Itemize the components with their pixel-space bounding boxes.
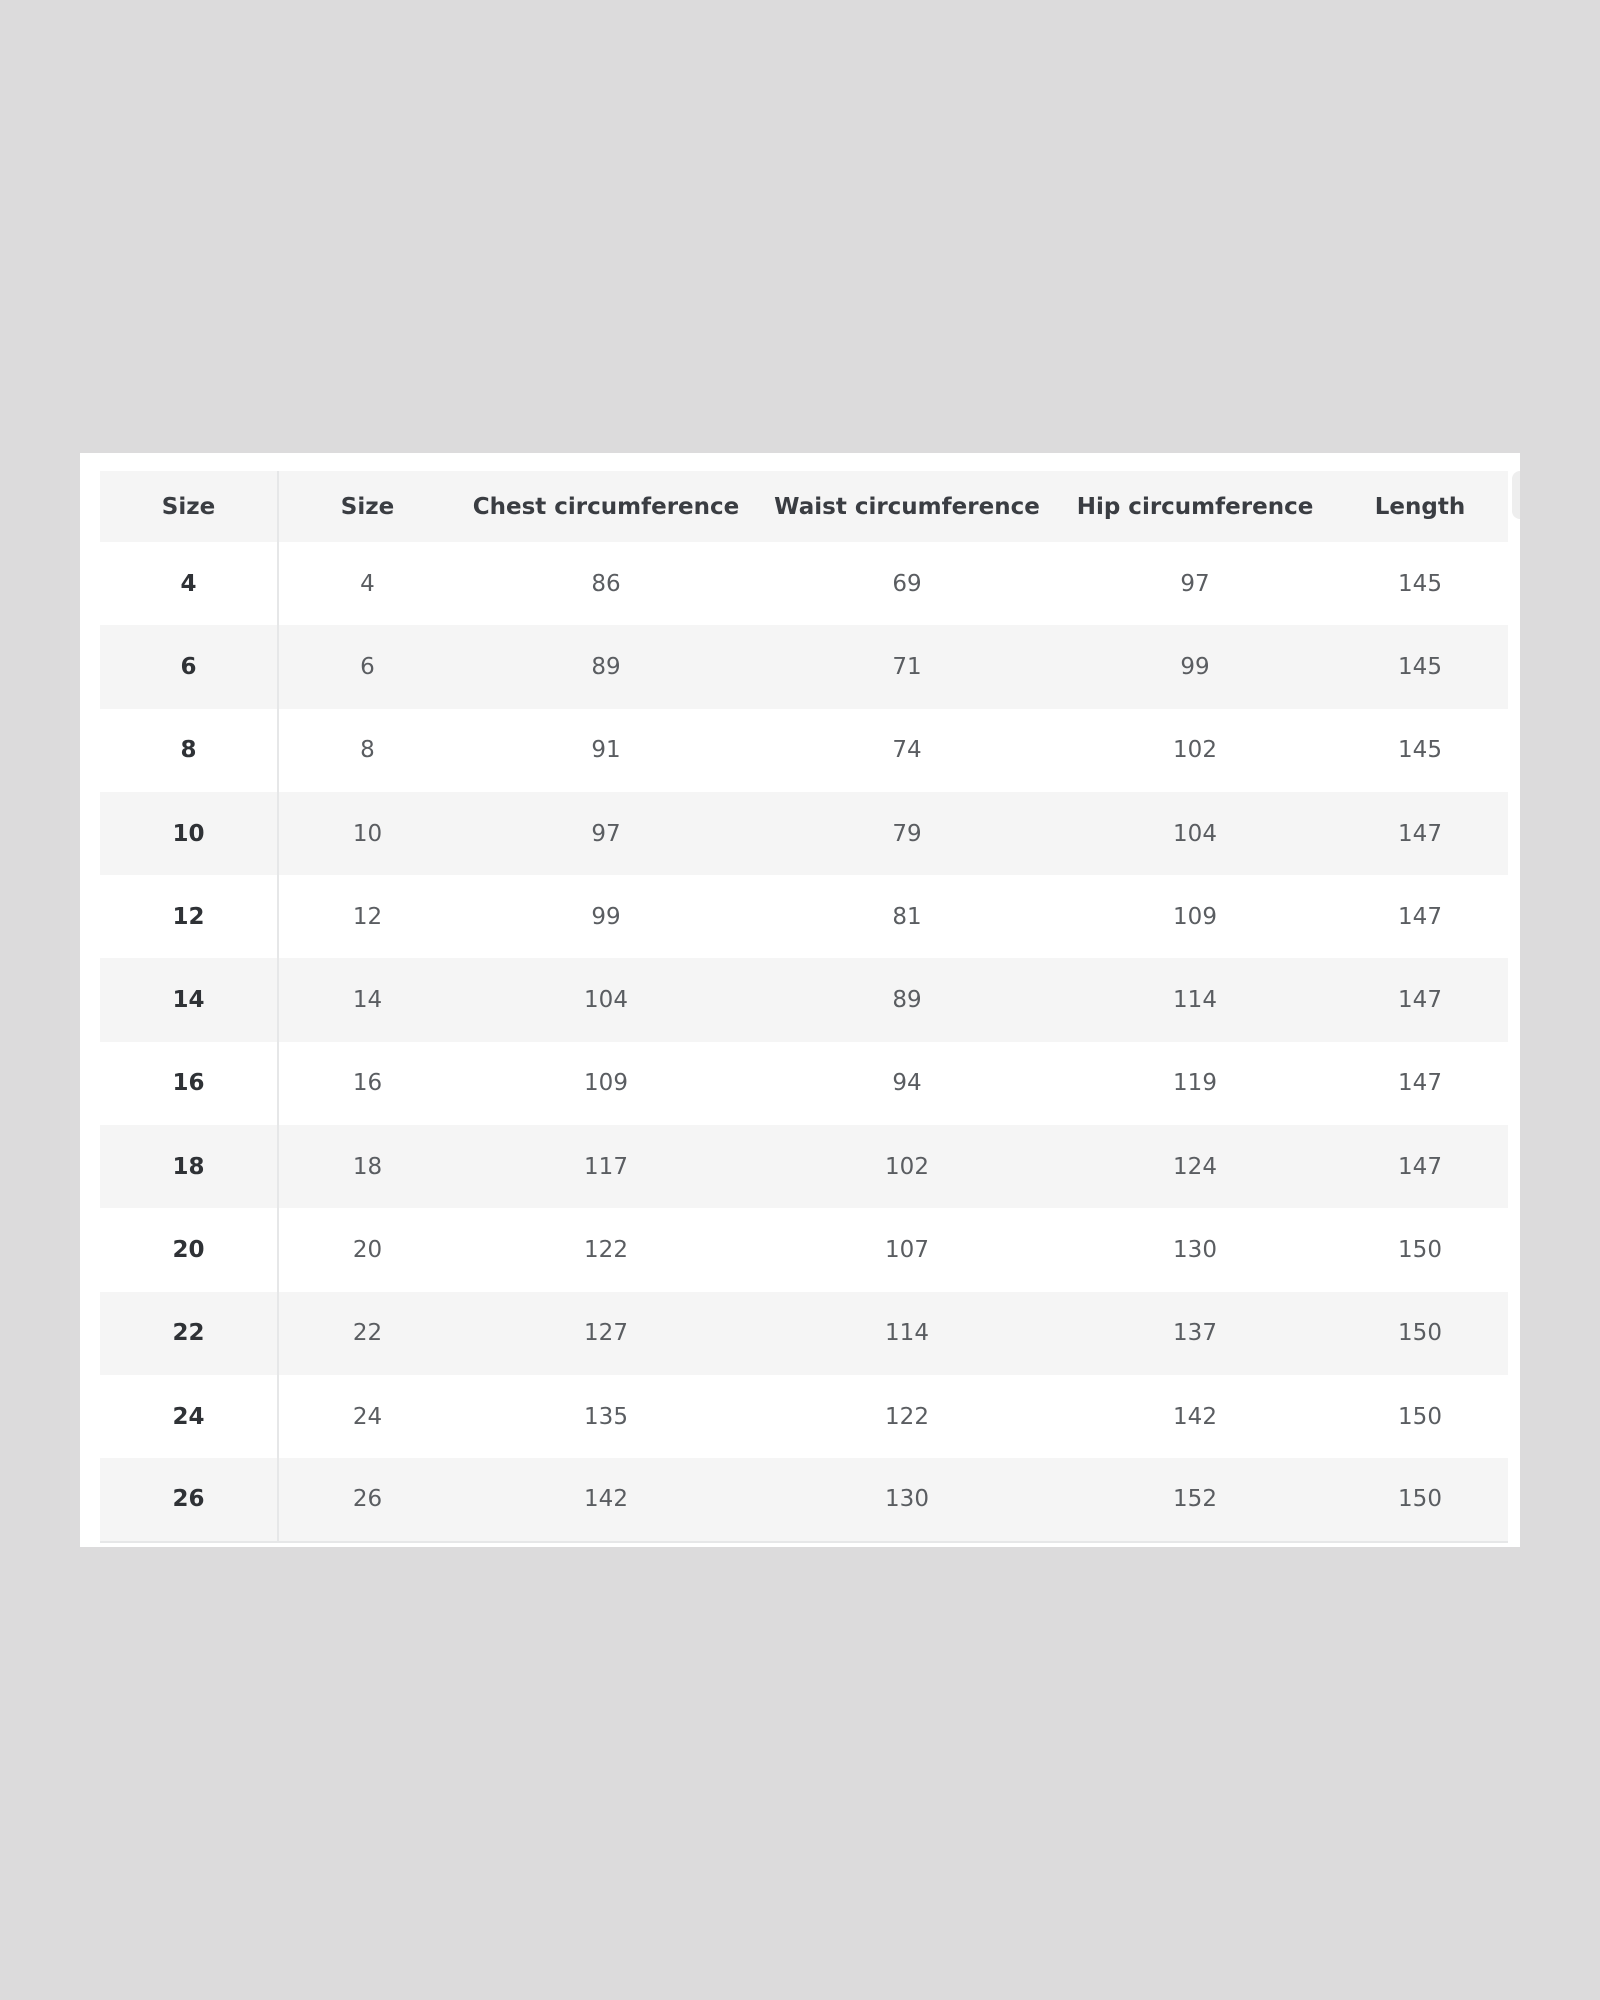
cell-waist: 94: [892, 1070, 922, 1097]
cell-size-primary: 24: [100, 1375, 278, 1458]
cell-size-secondary: 20: [352, 1237, 383, 1264]
cell-hip: 104: [1173, 820, 1217, 847]
table-row: [100, 958, 1508, 1041]
header-hip-circumference: Hip circumference: [1076, 493, 1314, 520]
cell-waist: 79: [892, 820, 922, 847]
cell-waist: 130: [885, 1486, 929, 1513]
table-row: [100, 1042, 1508, 1125]
header-size-secondary: Size: [340, 493, 395, 520]
cell-chest: 91: [591, 737, 621, 764]
cell-waist: 89: [892, 987, 922, 1014]
table-row: [100, 1292, 1508, 1375]
cell-hip: 130: [1173, 1237, 1217, 1264]
cell-length: 150: [1398, 1403, 1442, 1430]
cell-hip: 99: [1180, 653, 1210, 680]
cell-size-primary: 20: [100, 1208, 278, 1291]
cell-chest: 86: [591, 570, 621, 597]
cell-waist: 74: [892, 737, 922, 764]
cell-length: 147: [1398, 820, 1442, 847]
table-row: [100, 625, 1508, 708]
cell-chest: 109: [584, 1070, 628, 1097]
header-chest-circumference: Chest circumference: [472, 493, 740, 520]
table-row: [100, 792, 1508, 875]
cell-chest: 127: [584, 1320, 628, 1347]
cell-size-secondary: 4: [360, 570, 375, 597]
cell-length: 145: [1398, 653, 1442, 680]
cell-waist: 71: [892, 653, 922, 680]
cell-size-primary: 8: [100, 709, 278, 792]
table-row: [100, 1125, 1508, 1208]
cell-waist: 114: [885, 1320, 929, 1347]
cell-length: 147: [1398, 1070, 1442, 1097]
table-row: [100, 709, 1508, 792]
cell-hip: 102: [1173, 737, 1217, 764]
cell-hip: 142: [1173, 1403, 1217, 1430]
cell-size-secondary: 24: [352, 1403, 383, 1430]
cell-hip: 109: [1173, 903, 1217, 930]
cell-hip: 114: [1173, 987, 1217, 1014]
header-size-primary: Size: [100, 471, 278, 542]
header-waist-circumference: Waist circumference: [774, 493, 1040, 520]
table-header-row: [100, 471, 1508, 542]
cell-size-primary: 18: [100, 1125, 278, 1208]
cell-chest: 99: [591, 903, 621, 930]
table-row: [100, 1375, 1508, 1458]
cell-waist: 107: [885, 1237, 929, 1264]
cell-hip: 97: [1180, 570, 1210, 597]
cell-size-secondary: 16: [352, 1070, 383, 1097]
cell-size-primary: 4: [100, 542, 278, 625]
cell-size-secondary: 8: [360, 737, 375, 764]
cell-chest: 135: [584, 1403, 628, 1430]
cell-length: 147: [1398, 987, 1442, 1014]
table-row: [100, 1208, 1508, 1291]
size-chart-card: [80, 453, 1520, 1547]
cell-hip: 119: [1173, 1070, 1217, 1097]
header-length: Length: [1374, 493, 1466, 520]
cell-waist: 102: [885, 1153, 929, 1180]
cell-size-primary: 26: [100, 1458, 278, 1541]
cell-chest: 142: [584, 1486, 628, 1513]
cell-size-secondary: 14: [352, 987, 383, 1014]
cell-length: 147: [1398, 903, 1442, 930]
scroll-edge-indicator: [1512, 471, 1520, 519]
cell-chest: 104: [584, 987, 628, 1014]
cell-hip: 124: [1173, 1153, 1217, 1180]
cell-length: 145: [1398, 570, 1442, 597]
cell-size-primary: 22: [100, 1292, 278, 1375]
table-row: [100, 542, 1508, 625]
cell-size-secondary: 18: [352, 1153, 383, 1180]
cell-length: 150: [1398, 1237, 1442, 1264]
cell-length: 147: [1398, 1153, 1442, 1180]
cell-chest: 97: [591, 820, 621, 847]
cell-size-secondary: 22: [352, 1320, 383, 1347]
cell-waist: 122: [885, 1403, 929, 1430]
cell-length: 150: [1398, 1486, 1442, 1513]
cell-length: 150: [1398, 1320, 1442, 1347]
cell-size-primary: 16: [100, 1042, 278, 1125]
size-chart-table: [100, 471, 1508, 1543]
cell-size-primary: 10: [100, 792, 278, 875]
cell-size-primary: 6: [100, 625, 278, 708]
cell-size-secondary: 6: [360, 653, 375, 680]
cell-waist: 69: [892, 570, 922, 597]
cell-size-primary: 12: [100, 875, 278, 958]
cell-hip: 137: [1173, 1320, 1217, 1347]
table-row: [100, 1458, 1508, 1541]
cell-length: 145: [1398, 737, 1442, 764]
cell-waist: 81: [892, 903, 922, 930]
cell-size-primary: 14: [100, 958, 278, 1041]
table-row: [100, 875, 1508, 958]
cell-hip: 152: [1173, 1486, 1217, 1513]
cell-chest: 122: [584, 1237, 628, 1264]
cell-size-secondary: 12: [352, 903, 383, 930]
cell-size-secondary: 26: [352, 1486, 383, 1513]
cell-chest: 89: [591, 653, 621, 680]
cell-size-secondary: 10: [352, 820, 383, 847]
cell-chest: 117: [584, 1153, 628, 1180]
